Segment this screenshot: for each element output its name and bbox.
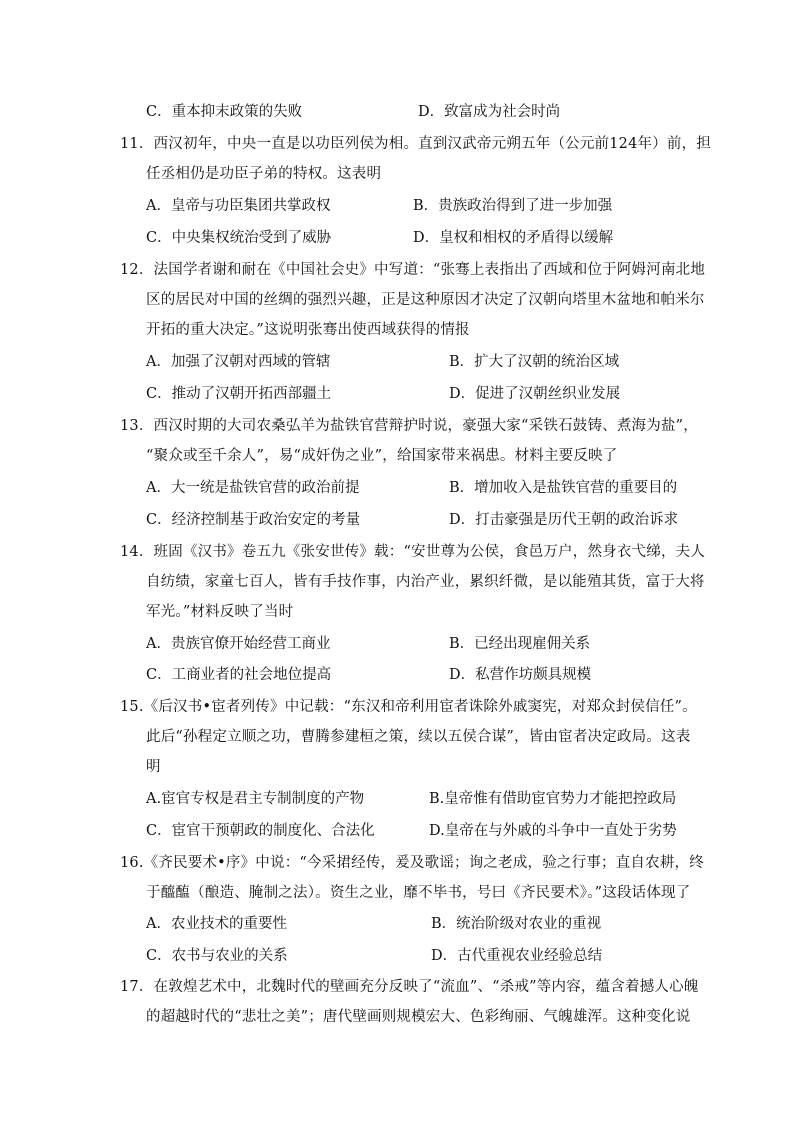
option-c: C．中央集权统治受到了威胁	[146, 230, 332, 246]
option-a: A．贵族官僚开始经营工商业	[146, 636, 331, 652]
question-15-text: 15.《后汉书•宦者列传》中记载：“东汉和帝利用宦者诛除外戚窦宪，对郑众封侯信任”。	[120, 699, 697, 715]
question-14-text: 自纺绩，家童七百人，皆有手技作事，内治产业，累织纤微，是以能殖其货，富于大将	[146, 574, 705, 590]
question-16-text: 于醯醢（酿造、腌制之法）。资生之业，靡不毕书，号曰《齐民要术》。”这段话体现了	[146, 885, 691, 901]
option-a: A.宦官专权是君主专制制度的产物	[146, 791, 365, 807]
option-c: C．重本抑末政策的失败	[146, 104, 303, 120]
option-b: B．统治阶级对农业的重视	[431, 916, 602, 932]
question-15-text: 明	[146, 759, 161, 775]
option-d: D．皇权和相权的矛盾得以缓解	[413, 230, 614, 246]
question-12-text: 开拓的重大决定。”这说明张骞出使西域获得的情报	[146, 322, 470, 338]
question-14-text: 军光。”材料反映了当时	[146, 604, 294, 620]
option-d: D．打击豪强是历代王朝的政治诉求	[449, 512, 679, 528]
question-15-text: 此后“孙程定立顺之功，曹腾参建桓之策，续以五侯合谋”，皆由宦者决定政局。这表	[146, 729, 691, 745]
option-b: B．扩大了汉朝的统治区域	[449, 354, 620, 370]
question-12-text: 12．法国学者谢和耐在《中国社会史》中写道：“张骞上表指出了西域和位于阿姆河南北地	[120, 262, 706, 278]
option-c: C．宦官干预朝政的制度化、合法化	[146, 823, 375, 839]
option-a: A．大一统是盐铁官营的政治前提	[146, 480, 360, 496]
option-a: A．加强了汉朝对西域的管辖	[146, 354, 331, 370]
option-d: D．古代重视农业经验总结	[431, 948, 603, 964]
option-c: C．推动了汉朝开拓西部疆土	[146, 386, 332, 402]
option-b: B．已经出现雇佣关系	[449, 636, 591, 652]
option-d: D．促进了汉朝丝织业发展	[449, 386, 621, 402]
option-c: C．农书与农业的关系	[146, 948, 288, 964]
option-a: A．农业技术的重要性	[146, 916, 287, 932]
question-14-text: 14．班固《汉书》卷五九《张安世传》载：“安世尊为公侯，食邑万户，然身衣弋绨，夫人	[120, 544, 706, 560]
option-d: D．致富成为社会时尚	[418, 104, 561, 120]
question-11-text: 11．西汉初年，中央一直是以功臣列侯为相。直到汉武帝元朔五年（公元前124年）前，担	[120, 136, 712, 152]
option-d: D.皇帝在与外戚的斗争中一直处于劣势	[429, 823, 677, 839]
option-a: A．皇帝与功臣集团共掌政权	[146, 198, 331, 214]
option-d: D．私营作坊颇具规模	[449, 667, 592, 683]
question-13-text: “聚众或至千余人”，易“成奸伪之业”，给国家带来祸患。材料主要反映了	[146, 448, 618, 464]
option-c: C．工商业者的社会地位提高	[146, 667, 332, 683]
option-b: B.皇帝惟有借助宦官势力才能把控政局	[429, 791, 677, 807]
question-17-text: 17．在敦煌艺术中，北魏时代的壁画充分反映了“流血”、“杀戒”等内容，蕴含着撼人心魄	[120, 979, 699, 995]
question-11-text: 任丞相仍是功臣子弟的特权。这表明	[146, 166, 382, 182]
question-12-text: 区的居民对中国的丝绸的强烈兴趣，正是这种原因才决定了汉朝向塔里木盆地和帕米尔	[146, 292, 705, 308]
option-b: B．贵族政治得到了进一步加强	[413, 198, 613, 214]
question-16-text: 16.《齐民要术•序》中说：“今采捃经传，爰及歌谣；询之老成，验之行事；直自农耕，终	[120, 855, 704, 871]
option-c: C．经济控制基于政治安定的考量	[146, 512, 361, 528]
question-13-text: 13．西汉时期的大司农桑弘羊为盐铁官营辩护时说，豪强大家“采铁石鼓铸、煮海为盐”，	[120, 418, 698, 434]
question-17-text: 的超越时代的“悲壮之美”；唐代壁画则规模宏大、色彩绚丽、气魄雄浑。这种变化说	[146, 1009, 691, 1025]
option-b: B．增加收入是盐铁官营的重要目的	[449, 480, 678, 496]
